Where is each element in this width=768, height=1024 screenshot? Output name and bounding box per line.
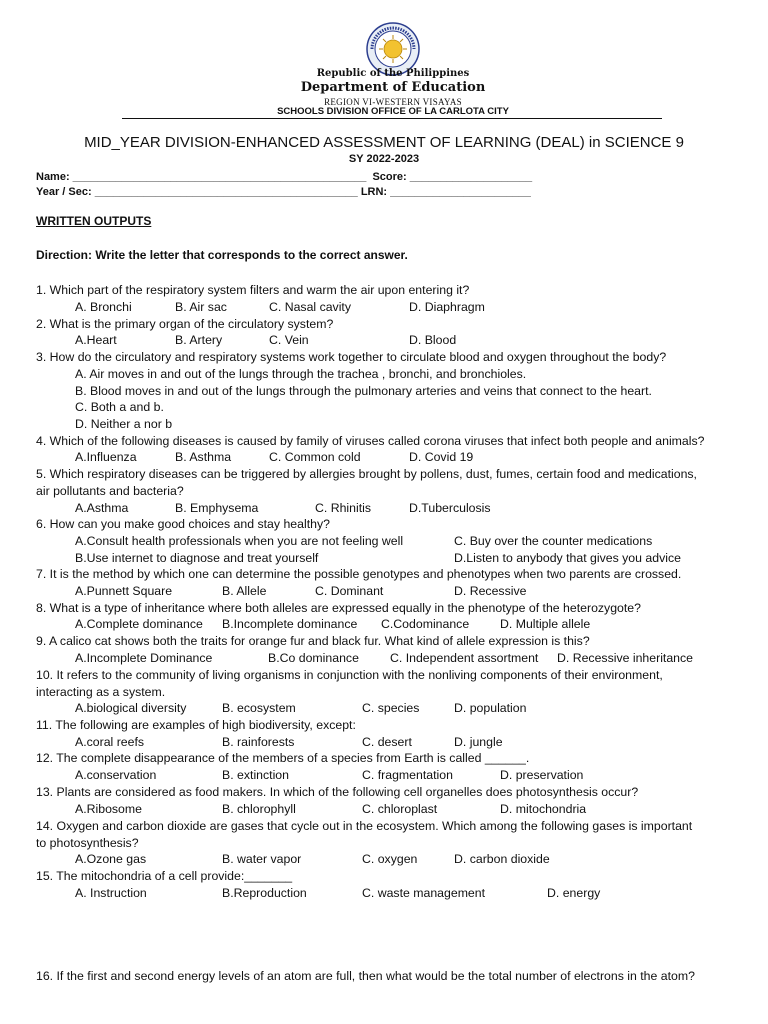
q9-option-a: A.Incomplete Dominance — [75, 651, 213, 665]
question-14: 14. Oxygen and carbon dioxide are gases that cycle out in the ecosystem. Which among the following gases is important — [36, 819, 693, 833]
q15-option-d: D. energy — [547, 886, 601, 900]
q1-option-b: B. Air sac — [175, 300, 227, 314]
q10-option-a: A.biological diversity — [75, 701, 187, 715]
question-11: 11. The following are examples of high biodiversity, except: — [36, 718, 356, 732]
q11-option-d: D. jungle — [454, 735, 503, 749]
q3-option-a: A. Air moves in and out of the lungs through the trachea , bronchi, and bronchioles. — [75, 367, 527, 381]
question-5-cont: air pollutants and bacteria? — [36, 484, 184, 498]
question-5: 5. Which respiratory diseases can be triggered by allergies brought by pollens, dust, fumes, certain food and medications, — [36, 467, 697, 481]
q8-option-d: D. Multiple allele — [500, 617, 591, 631]
q1-option-c: C. Nasal cavity — [269, 300, 352, 314]
q4-option-a: A.Influenza — [75, 450, 137, 464]
q5-option-c: C. Rhinitis — [315, 501, 372, 515]
q15-option-c: C. waste management — [362, 886, 486, 900]
question-2: 2. What is the primary organ of the circulatory system? — [36, 317, 334, 331]
question-13: 13. Plants are considered as food makers. In which of the following cell organelles does photosynthesis occur? — [36, 785, 639, 799]
q15-option-a: A. Instruction — [75, 886, 147, 900]
q10-option-c: C. species — [362, 701, 420, 715]
header-divider — [122, 118, 662, 119]
exam-title: MID_YEAR DIVISION-ENHANCED ASSESSMENT OF LEARNING (DEAL) in SCIENCE 9 — [84, 134, 684, 151]
q14-option-d: D. carbon dioxide — [454, 852, 550, 866]
q2-option-d: D. Blood — [409, 333, 457, 347]
department-heading: Department of Education — [300, 80, 486, 95]
q2-option-a: A.Heart — [75, 333, 117, 347]
q6-option-b: B.Use internet to diagnose and treat yourself — [75, 551, 319, 565]
q11-option-b: B. rainforests — [222, 735, 295, 749]
q9-option-c: C. Independent assortment — [390, 651, 539, 665]
q5-option-d: D.Tuberculosis — [409, 501, 491, 515]
q5-option-b: B. Emphysema — [175, 501, 259, 515]
q12-option-c: C. fragmentation — [362, 768, 453, 782]
question-9: 9. A calico cat shows both the traits for orange fur and black fur. What kind of allele expression is this? — [36, 634, 590, 648]
q14-option-c: C. oxygen — [362, 852, 418, 866]
q13-option-d: D. mitochondria — [500, 802, 587, 816]
q7-option-b: B. Allele — [222, 584, 267, 598]
q7-option-d: D. Recessive — [454, 584, 527, 598]
q9-option-d: D. Recessive inheritance — [557, 651, 694, 665]
q8-option-a: A.Complete dominance — [75, 617, 203, 631]
division-heading: SCHOOLS DIVISION OFFICE OF LA CARLOTA CITY — [277, 106, 509, 117]
q8-option-b: B.Incomplete dominance — [222, 617, 358, 631]
q12-option-a: A.conservation — [75, 768, 157, 782]
q5-option-a: A.Asthma — [75, 501, 129, 515]
q3-option-d: D. Neither a nor b — [75, 417, 173, 431]
question-15: 15. The mitochondria of a cell provide:_______ — [36, 869, 293, 883]
question-16: 16. If the first and second energy levels of an atom are full, then what would be the total number of electrons in the atom? — [36, 969, 695, 983]
q2-option-b: B. Artery — [175, 333, 223, 347]
q11-option-a: A.coral reefs — [75, 735, 145, 749]
q3-option-c: C. Both a and b. — [75, 400, 164, 414]
q4-option-b: B. Asthma — [175, 450, 232, 464]
region-heading: REGION VI-WESTERN VISAYAS — [324, 97, 462, 107]
q1-option-a: A. Bronchi — [75, 300, 132, 314]
question-12: 12. The complete disappearance of the members of a species from Earth is called ______. — [36, 751, 530, 765]
q6-option-a: A.Consult health professionals when you are not feeling well — [75, 534, 404, 548]
question-8: 8. What is a type of inheritance where both alleles are expressed equally in the phenotype of the heterozygote? — [36, 601, 641, 615]
q13-option-b: B. chlorophyll — [222, 802, 296, 816]
q12-option-b: B. extinction — [222, 768, 289, 782]
question-4: 4. Which of the following diseases is caused by family of viruses called corona viruses that infect both people and animals? — [36, 434, 705, 448]
q3-option-b: B. Blood moves in and out of the lungs through the pulmonary arteries and veins that connect to the heart. — [75, 384, 652, 398]
name-score-field[interactable]: Name: ________________________________________________ Score: ____________________ — [36, 171, 533, 183]
q14-option-b: B. water vapor — [222, 852, 302, 866]
q7-option-a: A.Punnett Square — [75, 584, 173, 598]
q10-option-d: D. population — [454, 701, 527, 715]
question-3: 3. How do the circulatory and respiratory systems work together to circulate blood and oxygen throughout the body? — [36, 350, 667, 364]
question-6: 6. How can you make good choices and stay healthy? — [36, 517, 330, 531]
q2-option-c: C. Vein — [269, 333, 309, 347]
direction-text: Direction: Write the letter that corresponds to the correct answer. — [36, 248, 408, 262]
q4-option-d: D. Covid 19 — [409, 450, 474, 464]
q11-option-c: C. desert — [362, 735, 412, 749]
q4-option-c: C. Common cold — [269, 450, 361, 464]
q8-option-c: C.Codominance — [381, 617, 470, 631]
q14-option-a: A.Ozone gas — [75, 852, 147, 866]
question-10-cont: interacting as a system. — [36, 685, 166, 699]
q10-option-b: B. ecosystem — [222, 701, 296, 715]
q6-option-c: C. Buy over the counter medications — [454, 534, 653, 548]
q12-option-d: D. preservation — [500, 768, 584, 782]
republic-heading: Republic of the Philippines — [316, 68, 470, 79]
school-year: SY 2022-2023 — [348, 153, 420, 165]
q13-option-a: A.Ribosome — [75, 802, 142, 816]
q13-option-c: C. chloroplast — [362, 802, 438, 816]
section-heading: WRITTEN OUTPUTS — [36, 214, 152, 228]
q6-option-d: D.Listen to anybody that gives you advice — [454, 551, 681, 565]
q15-option-b: B.Reproduction — [222, 886, 307, 900]
q1-option-d: D. Diaphragm — [409, 300, 485, 314]
question-1: 1. Which part of the respiratory system filters and warm the air upon entering it? — [36, 283, 470, 297]
year-lrn-field[interactable]: Year / Sec: ___________________________________________ LRN: _______________________ — [36, 186, 531, 198]
question-10: 10. It refers to the community of living organisms in conjunction with the nonliving components of their environment, — [36, 668, 663, 682]
q9-option-b: B.Co dominance — [268, 651, 359, 665]
question-7: 7. It is the method by which one can determine the possible genotypes and phenotypes when two parents are crossed. — [36, 567, 682, 581]
question-14-cont: to photosynthesis? — [36, 836, 139, 850]
q7-option-c: C. Dominant — [315, 584, 384, 598]
